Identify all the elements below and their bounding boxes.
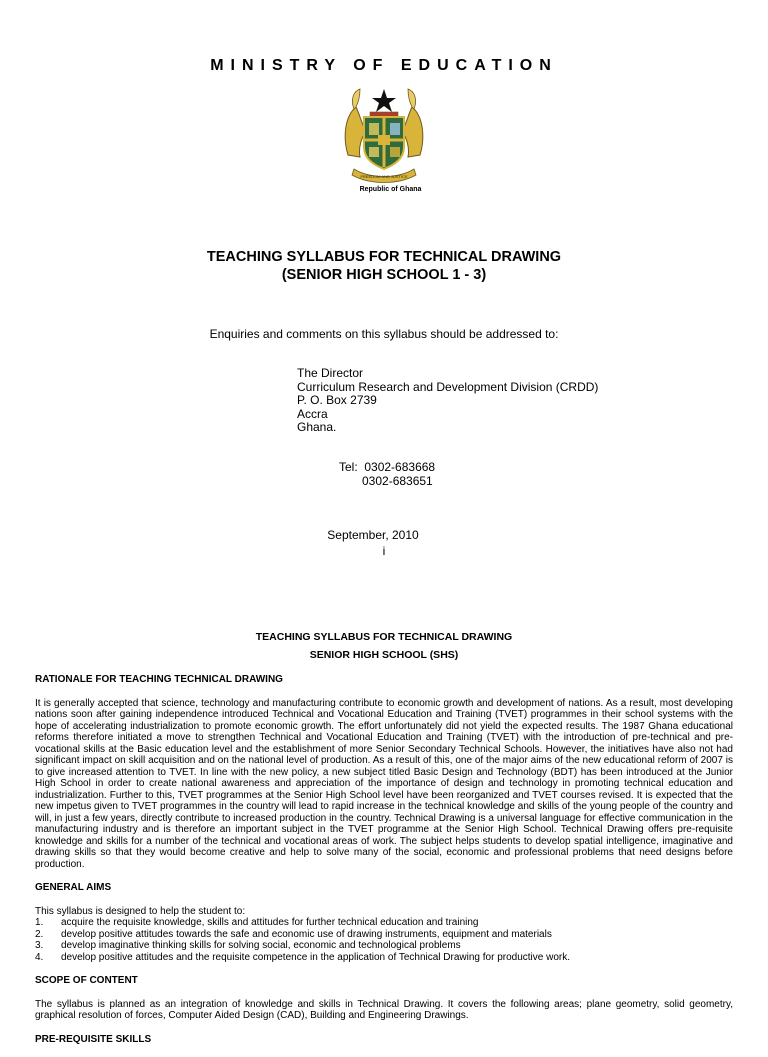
address-line: Accra [297, 406, 328, 421]
scope-heading: SCOPE OF CONTENT [35, 975, 138, 986]
address-line: The Director [297, 366, 364, 380]
list-item: 4. develop positive attitudes and the requisite competence in the application of Technical Drawing for productive work. [35, 951, 570, 963]
page-title-line-2: SENIOR HIGH SCHOOL (SHS) [309, 649, 459, 661]
general-aims-section [35, 882, 733, 963]
list-item: 2. develop positive attitudes towards the safe and economic use of drawing instruments, equipment and materials [35, 928, 552, 940]
crest-caption: Republic of Ghana [359, 186, 422, 193]
telephone-block [339, 461, 435, 488]
prerequisite-heading: PRE-REQUISITE SKILLS [35, 1033, 152, 1045]
page-title [0, 628, 768, 664]
ghana-coat-of-arms [340, 85, 428, 185]
star-icon [372, 89, 396, 112]
list-item: 1. acquire the requisite knowledge, skills and attitudes for further technical education and training [35, 917, 479, 928]
enquiries-text: Enquiries and comments on this syllabus should be addressed to: [209, 327, 559, 341]
address-line: P. O. Box 2739 [297, 393, 377, 407]
list-item: 3. develop imaginative thinking skills for solving social, economic and technological problems [35, 940, 461, 951]
tel-number-2: 0302-683651 [362, 473, 433, 488]
page-number: i [382, 544, 386, 558]
scope-section [35, 975, 733, 1022]
rationale-heading: RATIONALE FOR TEACHING TECHNICAL DRAWING [35, 674, 283, 685]
ministry-heading: MINISTRY OF EDUCATION [210, 57, 558, 74]
prerequisite-section [35, 1034, 733, 1046]
general-aims-intro: This syllabus is designed to help the student to: [35, 905, 246, 917]
tel-number-1: 0302-683668 [364, 460, 436, 474]
rationale-body: It is generally accepted that science, technology and manufacturing contribute to economic growth and development of nations. As a result, most developing nations soon after gaining independence introduced Technical and Vocational Education and Training (TVET) programmes in their school systems with the hope of accelerating industrialization to promote economic growth. The effort unfortunately did not yield the expected results. The 1987 Ghana educational reforms therefore initiated a move to strengthen Technical and Vocational Education and Training (TVET) with the introduction of pre-technical and pre-vocational skills at the Basic education level and the establishment of more Senior Secondary Technical Schools. However, the initiatives have also not had significant impact on skill acquisition and on the national level of production. As a result of this, one of the major aims of the new educational reform of 2007 is to give increased attention to TVET. In line with the new policy, a new subject titled Basic Design and Technology (BDT) has been introduced at the Junior High School in order to create national awareness and appreciation of the importance of design and technology in promoting technical education and industrialization. Further to this, TVET programmes at the Senior High School level have been reorganized and TVET courses revised. It is expected that the new impetus given to TVET programmes in the country will lead to rapid increase in the technical knowledge and skills of the young people of the country and will, in just a few years, directly contribute to increased production in the country. Technical Drawing is a universal language for effective communication in the manufacturing industry and is therefore an important subject in the TVET programme at the Senior High School. Technical Drawing offers pre-requisite knowledge and skills for a number of the technical and vocational areas of work. The subject helps students to develop spatial intelligence, imaginative and drawing skills so that they would become creative and help to solve many of the social, economic and professional problems that need designs before production. [35, 697, 733, 870]
syllabus-content [35, 674, 733, 1057]
title-line-1: TEACHING SYLLABUS FOR TECHNICAL DRAWING [206, 249, 562, 265]
general-aims-heading: GENERAL AIMS [35, 882, 112, 893]
address-line: Ghana. [297, 420, 337, 434]
aims-list [35, 917, 733, 963]
right-eagle [402, 107, 423, 157]
document-title [0, 248, 768, 284]
scope-body: The syllabus is planned as an integration of knowledge and skills in Technical Drawing. It covers the following areas; plane geometry, solid geometry, graphical resolution of forces, Computer Aided Design (CAD), Building and Engineering Drawings. [35, 998, 733, 1021]
address-line: Curriculum Research and Development Division (CRDD) [297, 379, 599, 394]
rationale-section [35, 674, 733, 870]
date-text: September, 2010 [327, 528, 419, 542]
address-block [297, 367, 598, 435]
title-line-2: (SENIOR HIGH SCHOOL 1 - 3) [281, 267, 487, 283]
tel-label: Tel: [339, 460, 358, 474]
motto-text: FREEDOM AND JUSTICE [360, 174, 408, 179]
left-eagle [345, 107, 366, 157]
page-title-line-1: TEACHING SYLLABUS FOR TECHNICAL DRAWING [255, 631, 513, 643]
